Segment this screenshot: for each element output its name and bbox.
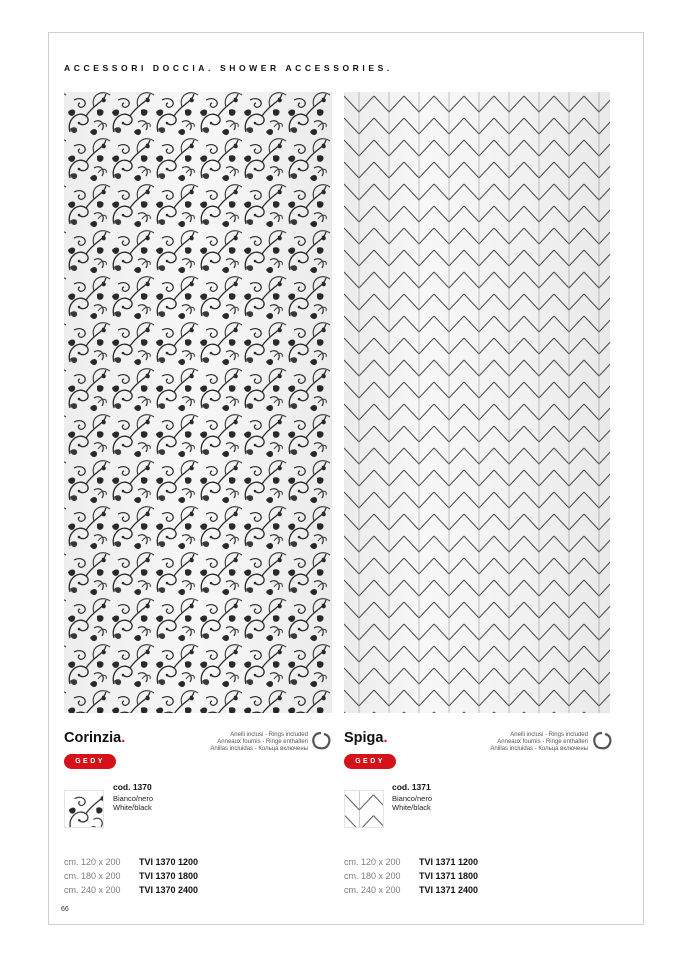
size-row [64,869,198,883]
size-sku: TVI 1370 2400 [139,885,199,895]
page-number: 66 [61,906,69,913]
product-code: cod. 1370 [113,782,152,792]
rings-note-line: Anelli inclusi - Rings included [510,732,588,738]
herringbone-pattern [344,92,610,713]
size-dimension: cm. 180 x 200 [344,871,401,881]
rings-included-note [490,732,588,754]
swatch-corinzia [64,790,104,828]
size-dimension: cm. 240 x 200 [64,885,121,895]
baroque-pattern [64,92,332,713]
color-italian: Bianco/nero [392,794,433,803]
size-list-corinzia [64,855,198,897]
size-row [344,883,478,897]
rings-note-line: Anelli inclusi - Rings included [230,732,308,738]
spiga-curtain-image [344,92,610,713]
size-row [344,869,478,883]
size-sku: TVI 1370 1800 [139,871,199,881]
size-row [64,855,198,869]
size-sku: TVI 1371 1800 [419,871,479,881]
size-dimension: cm. 240 x 200 [344,885,401,895]
size-row [344,855,478,869]
rings-included-note [210,732,308,754]
size-row [64,883,198,897]
ring-icon [591,730,613,752]
color-english: White/black [113,803,152,812]
brand-badge-gedy: GEDY [64,754,116,769]
size-dimension: cm. 120 x 200 [64,857,121,867]
product-name-corinzia: Corinzia. [64,730,126,746]
brand-badge-gedy: GEDY [344,754,396,769]
ring-icon [310,730,332,752]
size-sku: TVI 1371 1200 [419,857,479,867]
color-english: White/black [392,803,431,812]
size-sku: TVI 1370 1200 [139,857,199,867]
rings-note-line: Anneaux fournis - Ringe enthalten [497,739,588,746]
swatch-pattern [65,791,103,827]
size-dimension: cm. 180 x 200 [64,871,121,881]
size-dimension: cm. 120 x 200 [344,857,401,867]
size-sku: TVI 1371 2400 [419,885,479,895]
rings-note-line: Anillas incluidas - Кольца включены [490,746,588,753]
corinzia-curtain-image [64,92,332,713]
swatch-spiga [344,790,384,828]
product-name-spiga: Spiga. [344,730,388,746]
size-list-spiga [344,855,478,897]
page-heading: ACCESSORI DOCCIA. SHOWER ACCESSORIES. [64,63,393,73]
rings-note-line: Anneaux fournis - Ringe enthalten [217,739,308,746]
rings-note-line: Anillas incluidas - Кольца включены [210,746,308,753]
product-code: cod. 1371 [392,782,431,792]
color-italian: Bianco/nero [113,794,154,803]
swatch-pattern [345,791,383,827]
